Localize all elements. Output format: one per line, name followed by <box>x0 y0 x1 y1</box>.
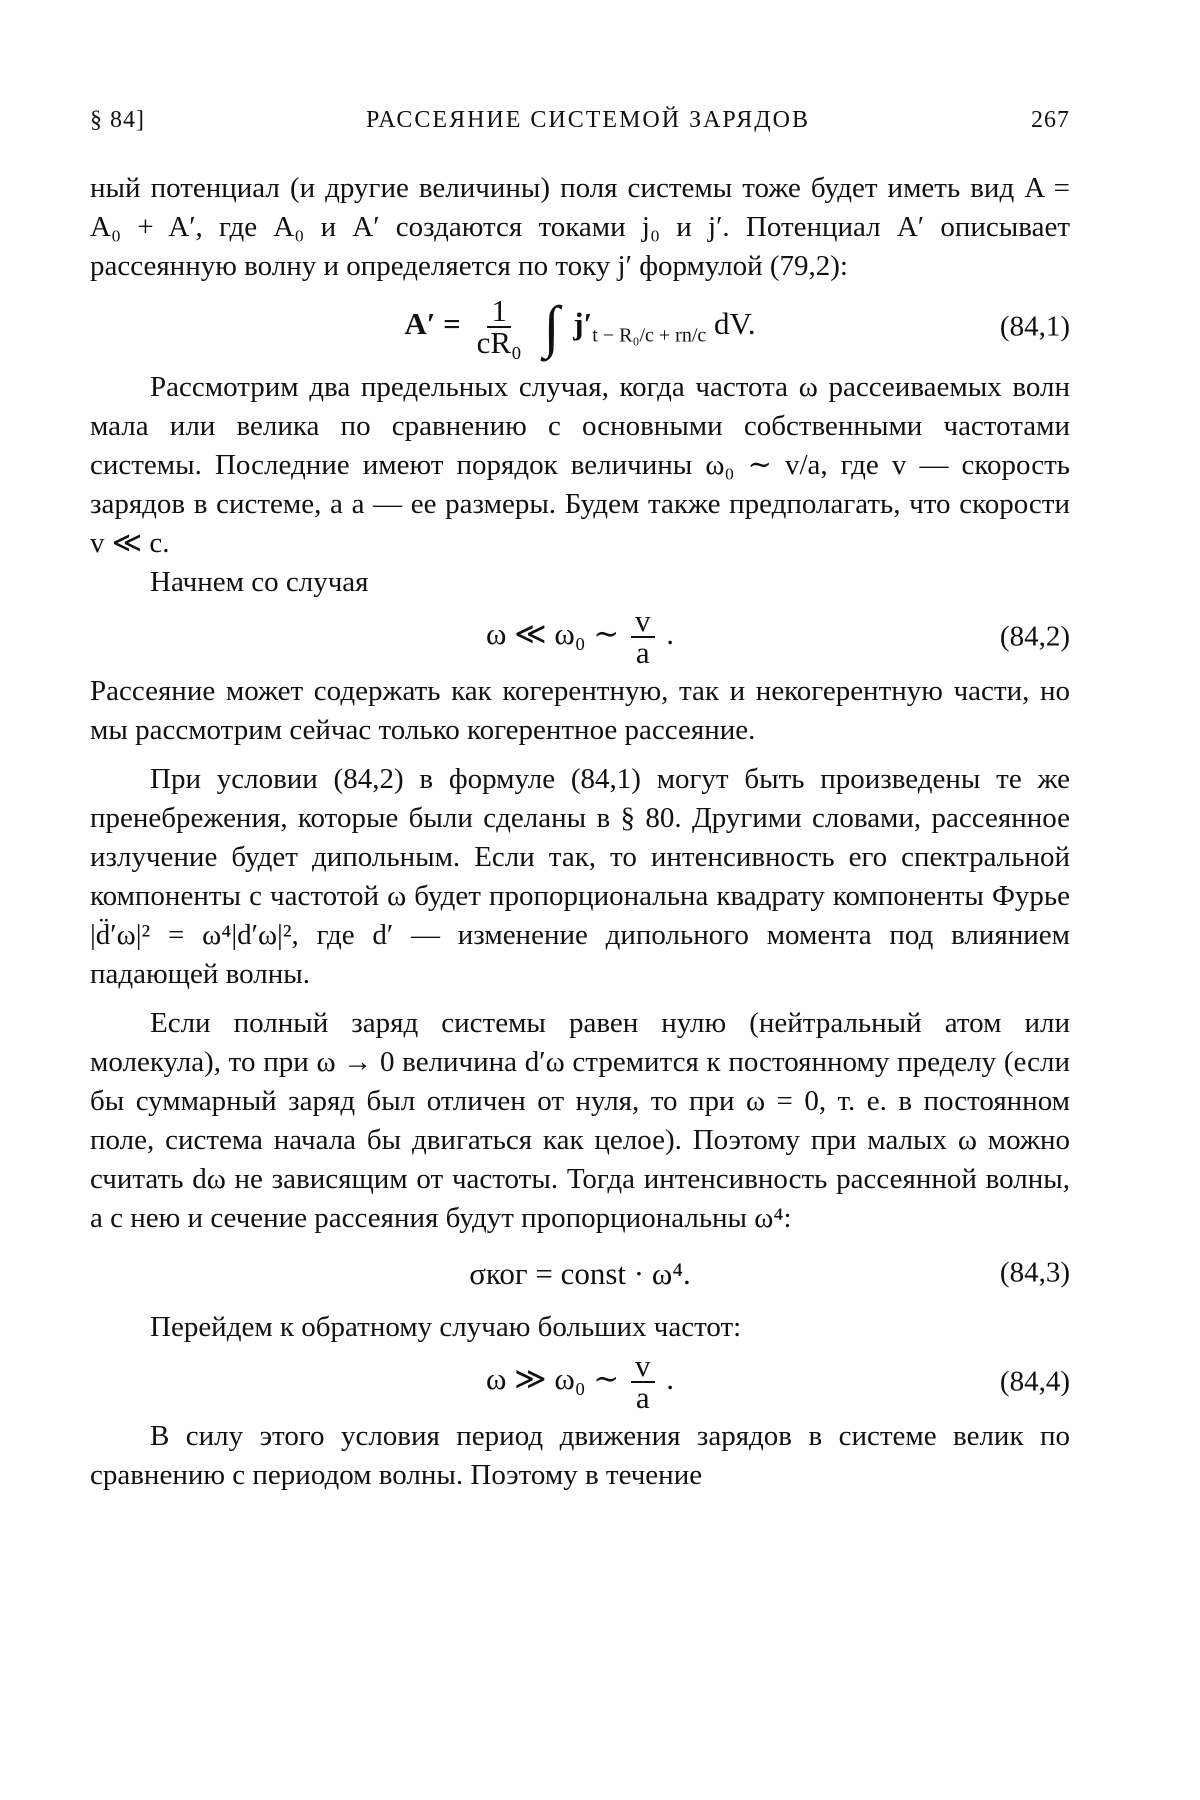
equation-84-1-body <box>404 293 756 360</box>
paragraph-2: Рассмотрим два предельных случая, когда частота ω рассеиваемых волн мала или велика по сравнению с основными собственными частотами системы. Последние имеют порядок величины ω₀ ∼ v/a, где v — скорость зарядов в системе, а a — ее размеры. Будем также предполагать, что скорости v ≪ c. <box>90 371 1070 559</box>
paragraph-3: Начнем со случая <box>150 566 369 598</box>
eq1-retarded-time: t − R₀/c + rn/c <box>592 324 707 347</box>
paragraph-4: Рассеяние может содержать как когерентную, так и некогерентную части, но мы рассмотрим сейчас только когерентное рассеяние. <box>90 675 1070 746</box>
equation-number-84-2: (84,2) <box>999 620 1070 653</box>
paragraph-6: Если полный заряд системы равен нулю (нейтральный атом или молекула), то при ω → 0 величина d′ω стремится к постоянному пределу (если бы суммарный заряд был отличен от нуля, то при ω = 0, т. е. в постоянном поле, система начала бы двигаться как целое). Поэтому при малых ω можно считать dω не зависящим от частоты. Тогда интенсивность рассеянной волны, а с нею и сечение рассеяния будут пропорциональны ω⁴: <box>90 1007 1070 1234</box>
eq4-numerator: v <box>631 1351 655 1383</box>
eq4-fraction <box>631 1348 655 1415</box>
running-title: РАССЕЯНИЕ СИСТЕМОЙ ЗАРЯДОВ <box>365 107 810 133</box>
eq2-fraction <box>631 603 655 670</box>
paragraph-5: При условии (84,2) в формуле (84,1) могут быть произведены те же пренебрежения, которые были сделаны в § 80. Другими словами, рассеянное излучение будет дипольным. Если так, то интенсивность его спектральной компоненты с частотой ω будет пропорциональна квадрату компоненты Фурье |d̈′ω|² = ω⁴|d′ω|², где d′ — изменение дипольного момента под влиянием падающей волны. <box>90 763 1070 990</box>
section-mark: § 84] <box>90 107 145 133</box>
equation-84-4-body <box>485 1348 675 1415</box>
equation-84-3 <box>90 1238 1070 1308</box>
equation-number-84-4: (84,4) <box>999 1365 1070 1398</box>
equation-84-2 <box>90 602 1070 672</box>
equation-number-84-1: (84,1) <box>999 310 1070 343</box>
eq1-coef-denominator: cR₀ <box>476 325 522 360</box>
eq2-tail: . <box>666 616 675 652</box>
eq2-lhs: ω ≪ ω₀ ∼ <box>485 616 620 652</box>
paragraph-7: Перейдем к обратному случаю больших частот: <box>150 1311 742 1343</box>
running-header <box>90 105 1070 135</box>
eq1-integrand: j′ <box>573 306 593 342</box>
eq4-lhs: ω ≫ ω₀ ∼ <box>485 1361 620 1397</box>
eq1-lhs: A′ = <box>404 306 461 342</box>
eq1-coefficient <box>473 293 526 360</box>
equation-number-84-3: (84,3) <box>999 1256 1070 1289</box>
eq2-denominator: a <box>635 635 650 670</box>
eq1-coef-numerator: 1 <box>487 296 511 328</box>
eq1-tail: dV. <box>714 306 756 342</box>
eq2-numerator: v <box>631 606 655 638</box>
eq4-tail: . <box>666 1361 675 1397</box>
equation-84-4 <box>90 1347 1070 1417</box>
book-page <box>90 105 1070 1495</box>
integral-sign: ∫ <box>543 294 560 359</box>
paragraph-1: ный потенциал (и другие величины) поля системы тоже будет иметь вид A = A₀ + A′, где A₀ и A′ создаются токами j₀ и j′. Потенциал A′ описывает рассеянную волну и определяется по току j′ формулой (79,2): <box>90 172 1070 282</box>
equation-84-2-body <box>485 603 675 670</box>
page-number: 267 <box>1030 107 1070 133</box>
equation-84-1 <box>90 286 1070 368</box>
paragraph-8: В силу этого условия период движения зарядов в системе велик по сравнению с периодом волны. Поэтому в течение <box>90 1420 1070 1491</box>
equation-84-3-body: σког = const · ω⁴. <box>469 1255 691 1291</box>
eq4-denominator: a <box>635 1380 650 1415</box>
